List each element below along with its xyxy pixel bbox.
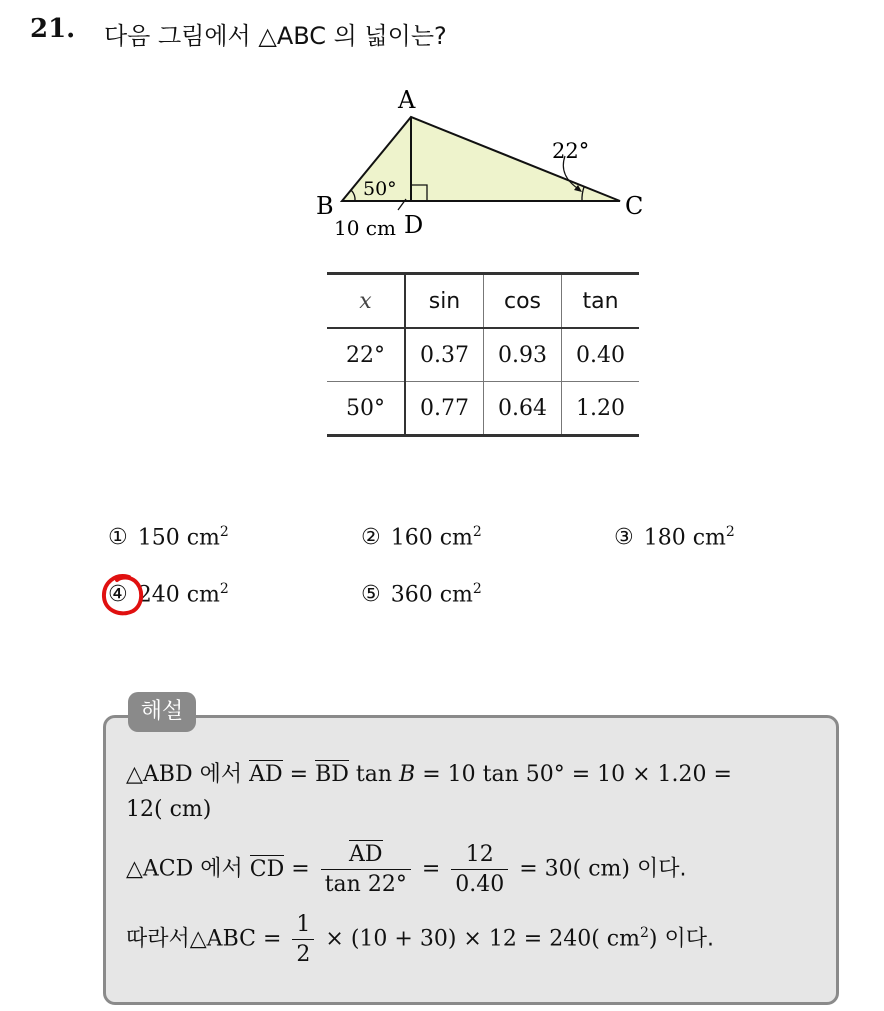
- choice-number: ④: [108, 582, 128, 608]
- choice-exponent: 2: [219, 581, 229, 597]
- vertex-a-label: A: [398, 86, 416, 114]
- vertex-c-label: C: [625, 192, 644, 220]
- fraction-denominator: tan 22°: [324, 872, 407, 897]
- segment-ad: AD: [349, 842, 383, 867]
- choice-exponent: 2: [725, 524, 735, 540]
- choice-value: 240 cm: [137, 582, 220, 608]
- choice-exponent: 2: [472, 581, 482, 597]
- sol-text: =: [414, 856, 448, 882]
- sol-exponent: 2: [639, 925, 649, 942]
- choice-2[interactable]: [361, 524, 482, 550]
- length-bd-label: 10 cm: [334, 216, 396, 240]
- table-header-cell: sin: [405, 274, 484, 329]
- sol-text: × (10 + 30) × 12 = 240( cm: [318, 926, 640, 952]
- table-header-row: [327, 274, 639, 329]
- choice-exponent: 2: [472, 524, 482, 540]
- table-header-cell: tan: [562, 274, 640, 329]
- fraction: [321, 842, 411, 897]
- sol-text: = 10 tan 50° = 10 × 1.20 =: [415, 762, 732, 787]
- angle-c-label: 22°: [552, 139, 590, 163]
- vertex-b-label: B: [316, 192, 334, 220]
- sol-text: 이다.: [637, 856, 687, 882]
- solution-line-2: 12( cm): [126, 797, 212, 822]
- solution-tab: 해설: [128, 692, 196, 732]
- sol-text: B: [399, 762, 416, 787]
- fraction: [292, 912, 314, 967]
- triangle-figure: [300, 84, 660, 244]
- question-text: 다음 그림에서 △ABC 의 넓이는?: [104, 22, 447, 50]
- choice-value: 160 cm: [390, 525, 473, 551]
- choice-exponent: 2: [219, 524, 229, 540]
- table-cell: 22°: [327, 328, 405, 382]
- sol-text: ): [648, 926, 658, 952]
- sol-text: tan: [348, 762, 400, 787]
- choice-number: ①: [108, 525, 128, 551]
- choice-number: ③: [614, 525, 634, 551]
- table-header-cell: cos: [484, 274, 562, 329]
- sol-text: =: [282, 762, 316, 787]
- choice-1[interactable]: [108, 524, 229, 550]
- trig-table: [327, 272, 639, 437]
- solution-line-4: [126, 912, 714, 967]
- sol-text: 따라서: [126, 926, 190, 952]
- fraction-numerator: 1: [292, 912, 314, 940]
- sol-text: 에서: [199, 762, 243, 787]
- sol-text: △ABC =: [189, 926, 289, 952]
- choice-value: 180 cm: [643, 525, 726, 551]
- sol-text: △ABD: [126, 762, 193, 787]
- answer-circle-mark: [99, 571, 147, 619]
- segment-cd: CD: [249, 856, 285, 882]
- fraction-numerator: 12: [451, 842, 508, 870]
- choice-value: 150 cm: [137, 525, 220, 551]
- table-header-cell: x: [327, 274, 405, 329]
- table-row: [327, 382, 639, 436]
- fraction-denominator: 0.40: [455, 872, 505, 897]
- table-cell: 0.40: [562, 328, 640, 382]
- fraction-numerator: [321, 842, 411, 870]
- sol-text: 에서: [200, 856, 243, 882]
- sol-text: = 30( cm): [512, 856, 630, 882]
- table-cell: 0.64: [484, 382, 562, 436]
- angle-b-label: 50°: [363, 178, 397, 200]
- solution-line-3: [126, 842, 687, 897]
- choice-5[interactable]: [361, 581, 482, 607]
- table-cell: 0.93: [484, 328, 562, 382]
- sol-text: 이다.: [664, 926, 714, 952]
- segment-ad: AD: [249, 762, 283, 787]
- sol-text: =: [284, 856, 317, 882]
- solution-line-1: [126, 757, 732, 788]
- fraction: [451, 842, 508, 897]
- question-number: 21.: [30, 14, 76, 44]
- choice-number: ②: [361, 525, 381, 551]
- segment-bd: BD: [315, 762, 349, 787]
- choice-value: 360 cm: [390, 582, 473, 608]
- vertex-d-label: D: [404, 211, 424, 239]
- table-cell: 0.77: [405, 382, 484, 436]
- sol-text: △ACD: [126, 856, 194, 882]
- table-row: [327, 328, 639, 382]
- fraction-denominator: 2: [296, 942, 311, 967]
- choice-number: ⑤: [361, 582, 381, 608]
- table-cell: 1.20: [562, 382, 640, 436]
- table-cell: 0.37: [405, 328, 484, 382]
- table-cell: 50°: [346, 395, 385, 421]
- choice-3[interactable]: [614, 524, 735, 550]
